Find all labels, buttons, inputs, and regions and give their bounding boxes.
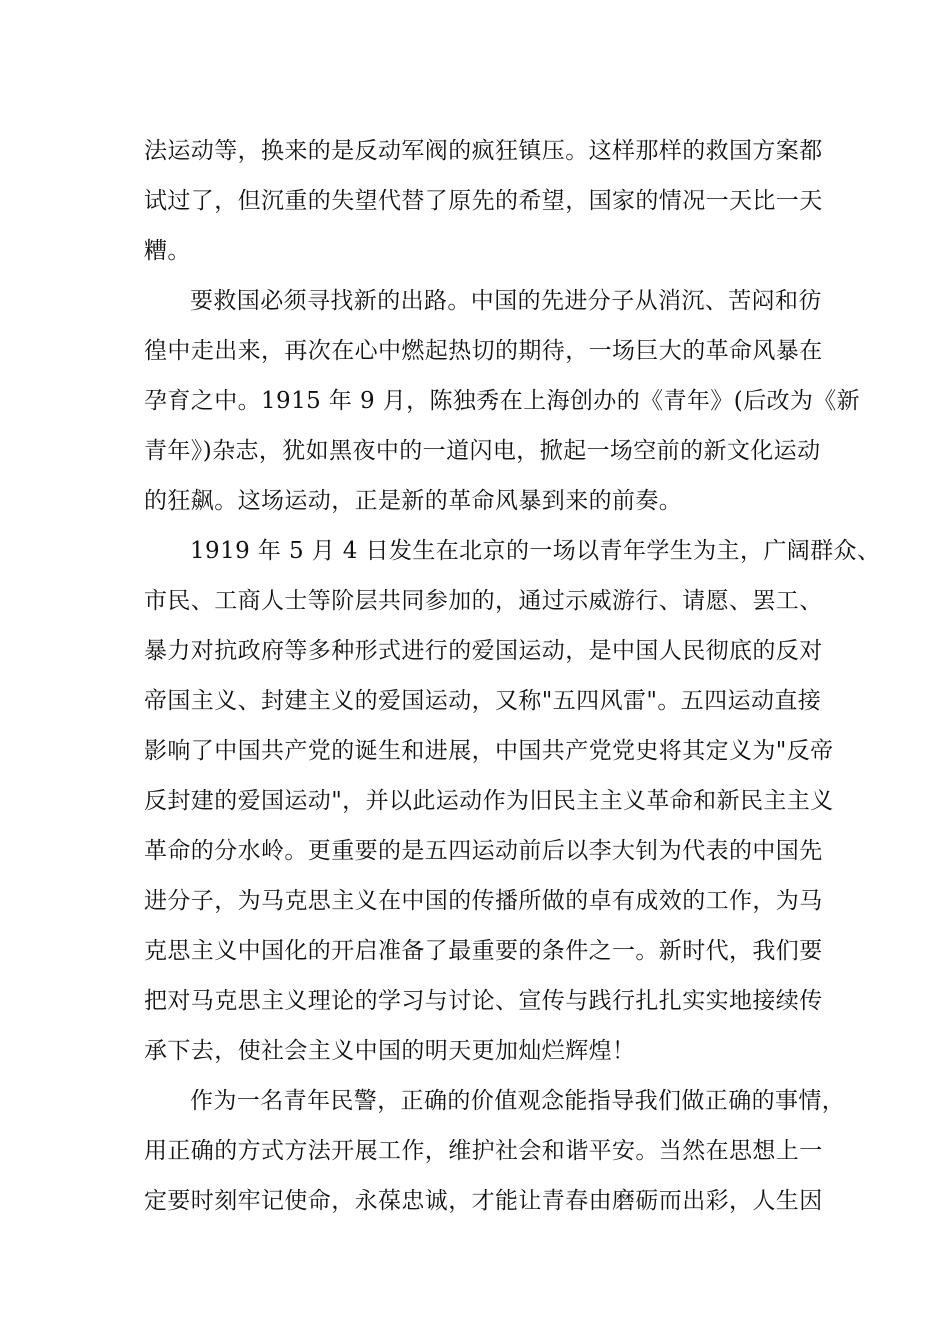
paragraph-2 (144, 276, 861, 526)
paragraph-3 (144, 526, 881, 1076)
text-line: 把对马克思主义理论的学习与讨论、宣传与践行扎扎实实地接续传 (144, 988, 823, 1014)
text-line: 影响了中国共产党的诞生和进展，中国共产党党史将其定义为"反帝 (144, 738, 834, 764)
text-line: 克思主义中国化的开启准备了最重要的条件之一。新时代，我们要 (144, 938, 823, 964)
text-line: 试过了，但沉重的失望代替了原先的希望，国家的情况一天比一天 (144, 188, 823, 214)
text-line: 青年》)杂志，犹如黑夜中的一道闪电，掀起一场空前的新文化运动 (144, 438, 821, 464)
text-line: 定要时刻牢记使命，永葆忠诚，才能让青春由磨砺而出彩，人生因 (144, 1188, 823, 1214)
text-line: 革命的分水岭。更重要的是五四运动前后以李大钊为代表的中国先 (144, 838, 823, 864)
text-line-first: 作为一名青年民警，正确的价值观念能指导我们做正确的事情， (190, 1088, 846, 1114)
text-line: 市民、工商人士等阶层共同参加的，通过示威游行、请愿、罢工、 (144, 588, 823, 614)
text-line: 的狂飙。这场运动，正是新的革命风暴到来的前奏。 (144, 488, 683, 514)
text-line: 承下去，使社会主义中国的明天更加灿烂辉煌！ (144, 1038, 636, 1064)
text-line: 帝国主义、封建主义的爱国运动，又称"五四风雷"。五四运动直接 (144, 688, 822, 714)
document-page (144, 126, 881, 1226)
paragraph-4 (144, 1076, 846, 1226)
text-line-first: 要救国必须寻找新的出路。中国的先进分子从消沉、苦闷和彷 (190, 288, 822, 314)
text-line: 用正确的方式方法开展工作，维护社会和谐平安。当然在思想上一 (144, 1138, 823, 1164)
text-line: 反封建的爱国运动"，并以此运动作为旧民主主义革命和新民主主义 (144, 788, 834, 814)
text-line-first: 1919 年 5 月 4 日发生在北京的一场以青年学生为主，广阔群众、 (190, 538, 881, 564)
text-line: 糟。 (144, 238, 191, 264)
text-line: 法运动等，换来的是反动军阀的疯狂镇压。这样那样的救国方案都 (144, 138, 823, 164)
paragraph-1 (144, 126, 824, 276)
text-line: 进分子，为马克思主义在中国的传播所做的卓有成效的工作，为马 (144, 888, 823, 914)
text-line: 暴力对抗政府等多种形式进行的爱国运动，是中国人民彻底的反对 (144, 638, 823, 664)
text-line: 徨中走出来，再次在心中燃起热切的期待，一场巨大的革命风暴在 (144, 338, 823, 364)
text-line: 孕育之中。1915 年 9 月，陈独秀在上海创办的《青年》(后改为《新 (144, 388, 861, 414)
